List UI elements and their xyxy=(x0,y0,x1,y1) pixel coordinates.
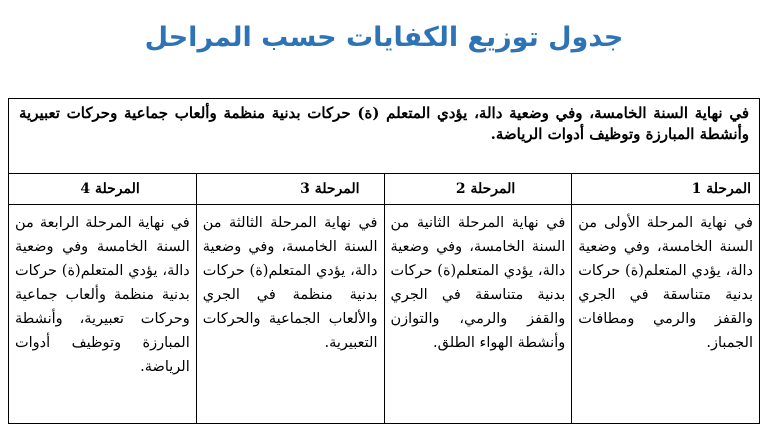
stage-body-2 xyxy=(384,205,572,424)
stage-header-1 xyxy=(572,174,760,205)
intro-row xyxy=(9,99,760,174)
stage-body-1 xyxy=(572,205,760,424)
intro-cell: في نهاية السنة الخامسة، وفي وضعية دالة، يؤدي المتعلم (ة) حركات بدنية منظمة وألعاب جماعية وحركات تعبيرية وأنشطة المبارزة وتوظيف أدوات الرياضة. xyxy=(9,99,760,174)
stage-body-row xyxy=(9,205,760,424)
stage-header-row xyxy=(9,174,760,205)
stage-header-2 xyxy=(384,174,572,205)
stage-text: في نهاية المرحلة الرابعة من السنة الخامسة وفي وضعية دالة، يؤدي المتعلم(ة) حركات بدنية منظمة وألعاب جماعية وحركات تعبيرية، وأنشطة المبارزة وتوظيف أدوات الرياضة. xyxy=(15,215,190,375)
stage-text: في نهاية المرحلة الثالثة من السنة الخامسة، وفي وضعية دالة، يؤدي المتعلم(ة) حركات بدنية منظمة في الجري والألعاب الجماعية والحركات التعبيرية. xyxy=(202,215,378,351)
stage-header-3 xyxy=(196,174,384,205)
stage-header-4 xyxy=(9,174,197,205)
stage-body-3 xyxy=(196,205,384,424)
stage-label: المرحلة 1 xyxy=(691,181,751,197)
competency-table xyxy=(8,98,760,424)
stage-label: المرحلة 2 xyxy=(455,181,516,197)
stage-label: المرحلة 4 xyxy=(80,181,140,197)
stage-body-4 xyxy=(9,205,197,424)
page-title: جدول توزيع الكفايات حسب المراحل xyxy=(144,22,624,53)
stage-text: في نهاية المرحلة الأولى من السنة الخامسة، وفي وضعية دالة، يؤدي المتعلم(ة) حركات بدنية متناسقة في الجري والقفز والرمي ومطافات الجمباز. xyxy=(578,215,753,351)
stage-label: المرحلة 3 xyxy=(300,181,360,197)
stage-text: في نهاية المرحلة الثانية من السنة الخامسة، وفي وضعية دالة، يؤدي المتعلم(ة) حركات بدنية متناسقة في الجري والقفز والرمي، والتوازن وأنشطة الهواء الطلق. xyxy=(390,215,566,351)
